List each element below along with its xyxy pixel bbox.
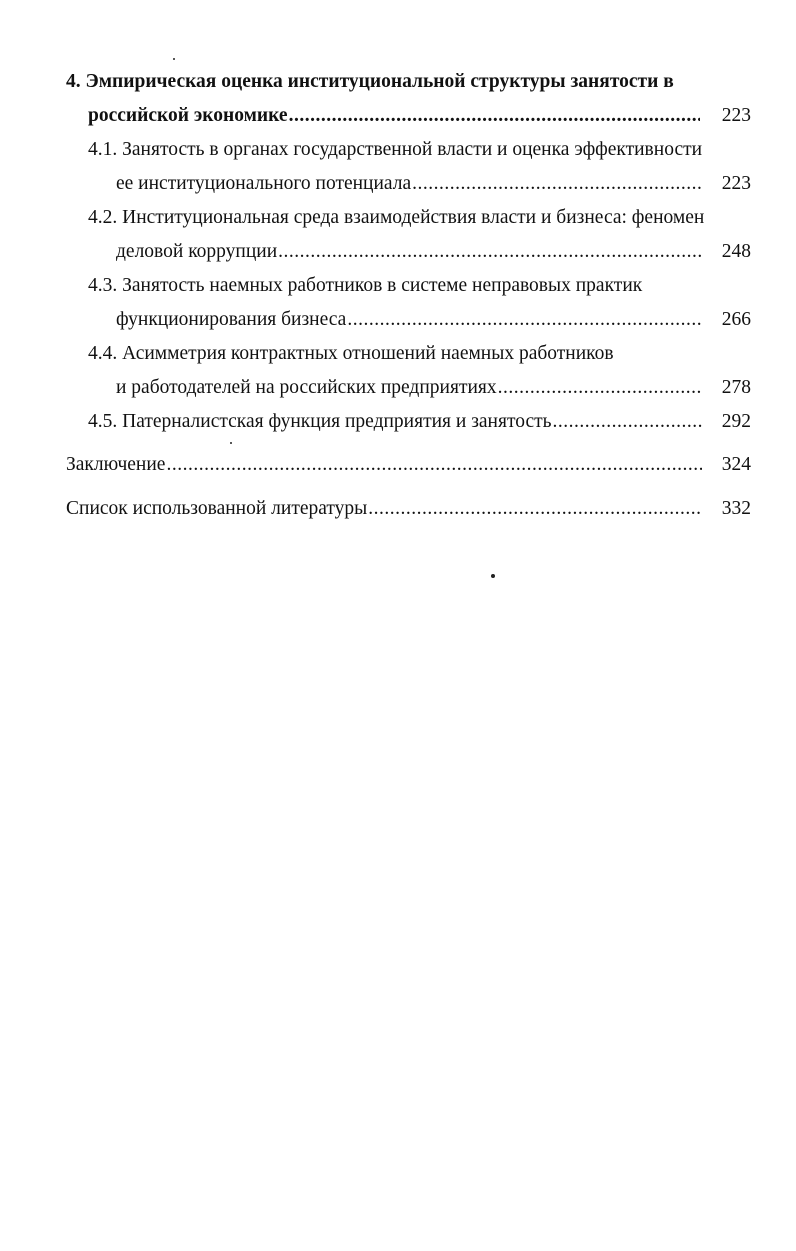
toc-references-text: Список использованной литературы xyxy=(66,498,368,519)
toc-section-4-2-text-line1: 4.2. Институциональная среда взаимодействия власти и бизнеса: феномен xyxy=(88,207,705,228)
toc-chapter4-text-line1: 4. Эмпирическая оценка институциональной структуры занятости в xyxy=(66,71,674,92)
toc-section-4-1-line1 xyxy=(88,138,758,162)
toc-conclusion-page: 324 xyxy=(721,454,751,475)
toc-section-4-2-page: 248 xyxy=(721,241,751,262)
toc-section-4-5-page: 292 xyxy=(721,411,751,432)
toc-leader-dots xyxy=(347,308,702,332)
toc-section-4-3-line1 xyxy=(88,274,758,298)
scan-speck xyxy=(230,442,232,444)
toc-section-4-5-line1 xyxy=(88,410,702,434)
toc-section-4-1-text-line1: 4.1. Занятость в органах государственной власти и оценка эффективности xyxy=(88,139,703,160)
toc-leader-dots xyxy=(166,453,702,477)
toc-leader-dots xyxy=(553,410,702,434)
toc-leader-dots xyxy=(412,172,702,196)
toc-leader-dots xyxy=(368,497,702,521)
toc-conclusion-line xyxy=(66,453,702,477)
toc-section-4-3-text-line2: функционирования бизнеса xyxy=(116,309,347,330)
toc-section-4-4-text-line2: и работодателей на российских предприятиях xyxy=(116,377,497,398)
toc-section-4-1-line2 xyxy=(116,172,702,196)
toc-leader-dots xyxy=(498,376,702,400)
toc-section-4-4-text-line1: 4.4. Асимметрия контрактных отношений наемных работников xyxy=(88,343,614,364)
toc-leader-dots xyxy=(278,240,702,264)
toc-section-4-4-line2 xyxy=(116,376,702,400)
scan-speck xyxy=(491,574,495,578)
toc-conclusion-text: Заключение xyxy=(66,454,166,475)
toc-section-4-5-text-line1: 4.5. Патерналистская функция предприятия и занятость xyxy=(88,411,552,432)
toc-section-4-3-page: 266 xyxy=(721,309,751,330)
toc-chapter4-text-line2: российской экономике xyxy=(88,105,288,126)
toc-section-4-3-text-line1: 4.3. Занятость наемных работников в системе неправовых практик xyxy=(88,275,643,296)
toc-references-line xyxy=(66,497,702,521)
toc-section-4-4-line1 xyxy=(88,342,758,366)
toc-section-4-1-page: 223 xyxy=(721,173,751,194)
toc-chapter4-page: 223 xyxy=(721,105,751,126)
toc-chapter4-title-line1 xyxy=(66,70,756,94)
toc-section-4-2-line1 xyxy=(88,206,758,230)
toc-section-4-3-line2 xyxy=(116,308,702,332)
toc-leader-dots xyxy=(289,104,700,128)
toc-section-4-2-text-line2: деловой коррупции xyxy=(116,241,278,262)
toc-section-4-2-line2 xyxy=(116,240,702,264)
toc-section-4-4-page: 278 xyxy=(721,377,751,398)
toc-references-page: 332 xyxy=(721,498,751,519)
toc-section-4-1-text-line2: ее институционального потенциала xyxy=(116,173,412,194)
toc-chapter4-title-line2 xyxy=(88,104,700,128)
scan-speck xyxy=(173,58,175,60)
